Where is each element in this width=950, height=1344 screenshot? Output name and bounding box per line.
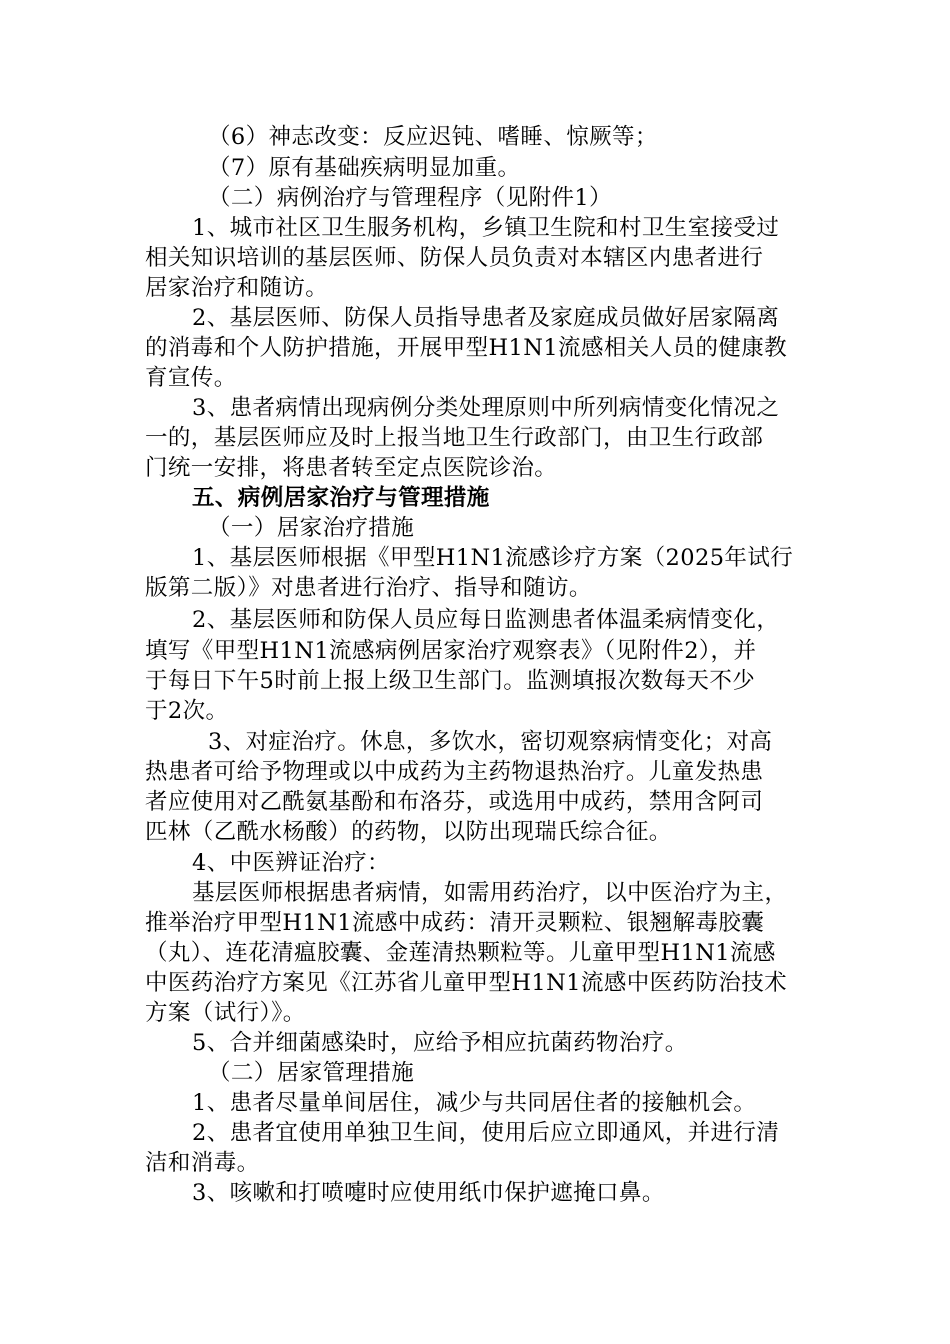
treatment-2-line: 于2次。 bbox=[145, 698, 229, 724]
treatment-1-line: 版第二版）》对患者进行治疗、指导和随访。 bbox=[145, 575, 592, 601]
treatment-4-line: 4、中医辨证治疗： bbox=[192, 850, 390, 876]
subheading-procedure: （二）病例治疗与管理程序（见附件1） bbox=[208, 185, 613, 211]
treatment-2-line: 2、基层医师和防保人员应每日监测患者体温柔病情变化， bbox=[192, 607, 780, 633]
management-1-line: 1、患者尽量单间居住，减少与共同居住者的接触机会。 bbox=[192, 1090, 757, 1116]
list-item-6: （6）神志改变：反应迟钝、嗜睡、惊厥等； bbox=[208, 124, 658, 150]
paragraph-3-line: 门统一安排，将患者转至定点医院诊治。 bbox=[145, 455, 558, 481]
paragraph-1-line: 相关知识培训的基层医师、防保人员负责对本辖区内患者进行 bbox=[145, 245, 764, 271]
tcm-paragraph-line: 推举治疗甲型H1N1流感中成药：清开灵颗粒、银翘解毒胶囊 bbox=[145, 910, 765, 936]
management-2-line: 洁和消毒。 bbox=[145, 1150, 260, 1176]
tcm-paragraph-line: 中医药治疗方案见《江苏省儿童甲型H1N1流感中医药防治技术 bbox=[145, 970, 788, 996]
paragraph-2-line: 的消毒和个人防护措施，开展甲型H1N1流感相关人员的健康教 bbox=[145, 335, 788, 361]
paragraph-3-line: 3、患者病情出现病例分类处理原则中所列病情变化情况之 bbox=[192, 395, 780, 421]
tcm-paragraph-line: （丸）、连花清瘟胶囊、金莲清热颗粒等。儿童甲型H1N1流感 bbox=[145, 940, 776, 966]
treatment-5-line: 5、合并细菌感染时，应给予相应抗菌药物治疗。 bbox=[192, 1030, 688, 1056]
treatment-3-line: 热患者可给予物理或以中成药为主药物退热治疗。儿童发热患 bbox=[145, 759, 764, 785]
tcm-paragraph-line: 基层医师根据患者病情，如需用药治疗，以中医治疗为主， bbox=[192, 880, 788, 906]
subheading-home-management: （二）居家管理措施 bbox=[208, 1060, 415, 1086]
list-item-7: （7）原有基础疾病明显加重。 bbox=[208, 155, 521, 181]
treatment-2-line: 于每日下午5时前上报上级卫生部门。监测填报次数每天不少 bbox=[145, 668, 756, 694]
paragraph-3-line: 一的，基层医师应及时上报当地卫生行政部门，由卫生行政部 bbox=[145, 425, 764, 451]
treatment-1-line: 1、基层医师根据《甲型H1N1流感诊疗方案（2025年试行 bbox=[192, 545, 794, 571]
tcm-paragraph-line: 方案（试行）》。 bbox=[145, 1000, 306, 1026]
management-3-line: 3、咳嗽和打喷嚏时应使用纸巾保护遮掩口鼻。 bbox=[192, 1180, 665, 1206]
paragraph-1-line: 居家治疗和随访。 bbox=[145, 275, 329, 301]
management-2-line: 2、患者宜使用单独卫生间，使用后应立即通风，并进行清 bbox=[192, 1120, 780, 1146]
treatment-3-line: 者应使用对乙酰氨基酚和布洛芬，或选用中成药，禁用含阿司 bbox=[145, 789, 764, 815]
paragraph-1-line: 1、城市社区卫生服务机构，乡镇卫生院和村卫生室接受过 bbox=[192, 215, 780, 241]
treatment-3-line: 3、对症治疗。休息，多饮水，密切观察病情变化；对高 bbox=[208, 729, 773, 755]
subheading-home-treatment: （一）居家治疗措施 bbox=[208, 515, 415, 541]
paragraph-2-line: 2、基层医师、防保人员指导患者及家庭成员做好居家隔离 bbox=[192, 305, 780, 331]
section-heading-5: 五、病例居家治疗与管理措施 bbox=[192, 485, 490, 511]
treatment-2-line: 填写《甲型H1N1流感病例居家治疗观察表》（见附件2），并 bbox=[145, 638, 757, 664]
treatment-3-line: 匹林（乙酰水杨酸）的药物，以防出现瑞氏综合征。 bbox=[145, 819, 672, 845]
paragraph-2-line: 育宣传。 bbox=[145, 365, 237, 391]
